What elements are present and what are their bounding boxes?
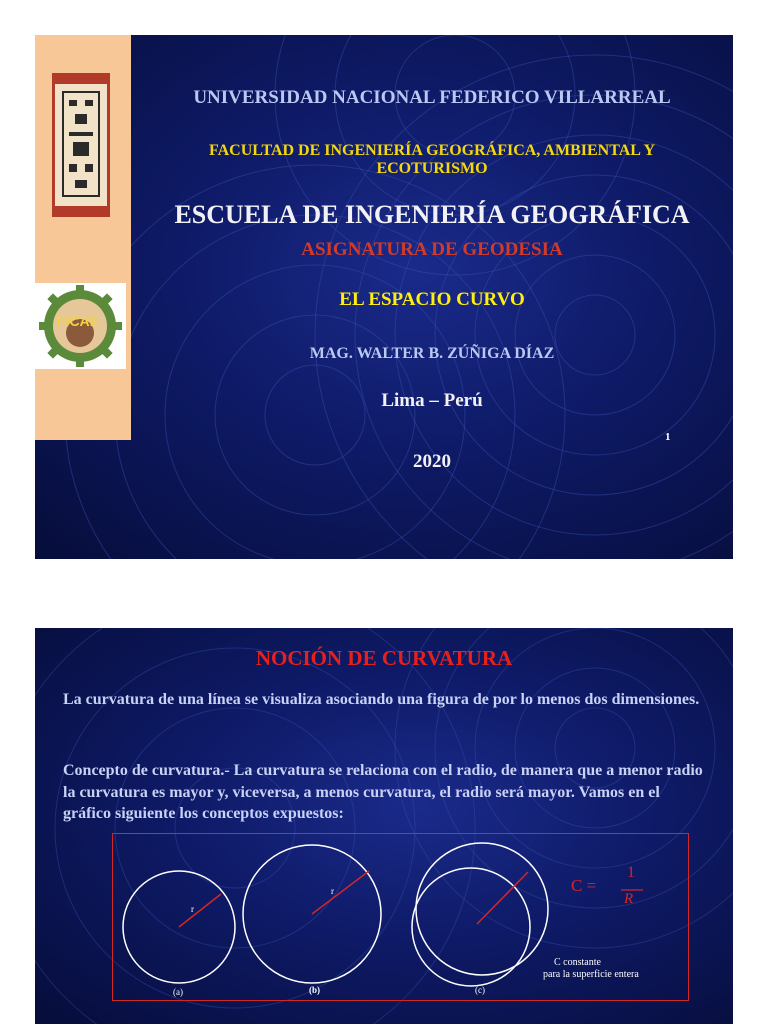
faculty-title: FACULTAD DE INGENIERÍA GEOGRÁFICA, AMBIENTAL Y ECOTURISMO (209, 142, 655, 178)
school-title: ESCUELA DE INGENIERÍA GEOGRÁFICA (174, 200, 690, 229)
page-number: 1 (665, 431, 671, 443)
caption-a: (a) (173, 987, 183, 997)
caption-b: (b) (309, 985, 320, 995)
author-name: MAG. WALTER B. ZÚÑIGA DÍAZ (309, 345, 555, 362)
subject-title: ASIGNATURA DE GEODESIA (301, 239, 563, 260)
year-text: 2020 (413, 451, 451, 472)
curvature-slide (35, 628, 733, 1024)
radius-label-b: r (331, 886, 334, 896)
outer-circle-c (416, 843, 548, 975)
note-line-2: para la superficie entera (543, 969, 639, 980)
radius-line-c (477, 872, 528, 924)
paragraph-concept: Concepto de curvatura.- La curvatura se relaciona con el radio, de manera que a menor radio la curvatura es mayor y, viceversa, a menos curvatura, el radio será mayor. Vamos en el gráfico siguiente los conceptos expuestos: (63, 762, 703, 823)
place-text: Lima – Perú (381, 390, 483, 411)
university-title: UNIVERSIDAD NACIONAL FEDERICO VILLARREAL (193, 87, 671, 108)
formula-numerator: 1 (627, 864, 635, 881)
formula-denominator: R (624, 891, 634, 907)
paragraph-intro: La curvatura de una línea se visualiza asociando una figura de por lo menos dos dimensiones. (63, 691, 700, 708)
topic-title: EL ESPACIO CURVO (339, 289, 525, 310)
left-sidebar (35, 35, 131, 440)
curvature-diagram (112, 833, 689, 1001)
title-slide (35, 35, 733, 559)
formula-lhs: C = (571, 876, 597, 895)
university-crest-logo (52, 73, 110, 217)
inner-circle-c (412, 868, 530, 986)
caption-c: (c) (475, 985, 485, 995)
note-line-1: C constante (554, 957, 601, 968)
radius-line-a (179, 894, 221, 927)
radius-label-a: r (191, 904, 194, 914)
faculty-logo-text: FICAE (57, 313, 99, 329)
radius-line-b (312, 871, 369, 914)
faculty-gear-logo (35, 283, 126, 369)
slide-heading: NOCIÓN DE CURVATURA (255, 646, 513, 670)
